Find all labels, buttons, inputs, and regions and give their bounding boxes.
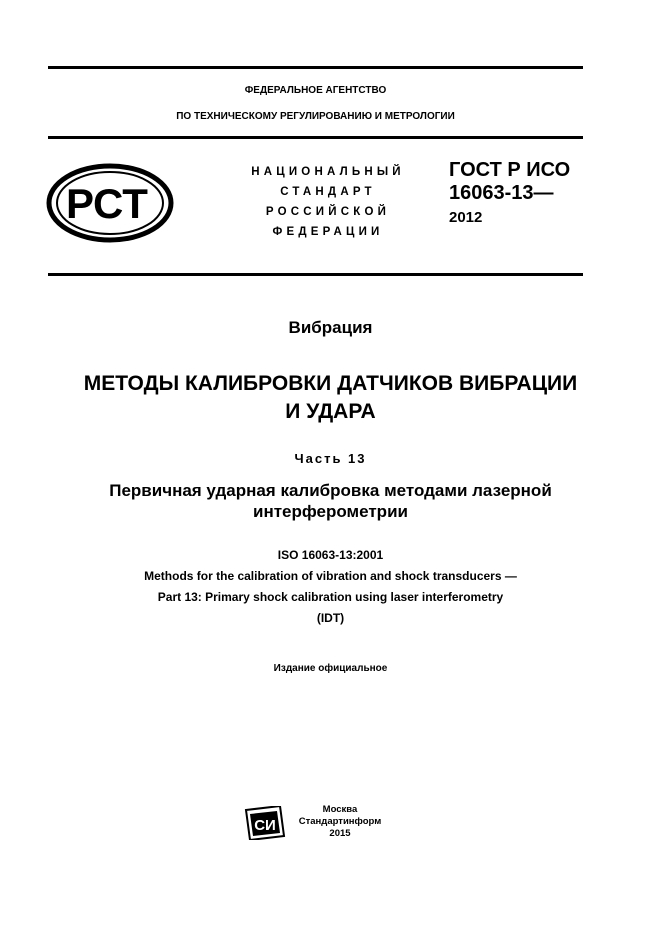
designation-line-2: 16063-13—	[449, 182, 554, 204]
publisher-block	[290, 804, 390, 840]
national-line-4: ФЕДЕРАЦИИ	[272, 226, 384, 238]
top-rule	[48, 66, 583, 69]
national-line-2: СТАНДАРТ	[280, 186, 376, 198]
edition-label: Издание официальное	[273, 663, 388, 674]
designation-line-3: 2012	[449, 209, 483, 226]
middle-rule	[48, 136, 583, 139]
iso-number: ISO 16063-13:2001	[277, 548, 384, 562]
rst-logo-text: РСТ	[66, 180, 148, 227]
iso-title-line-1: Methods for the calibration of vibration and shock transducers —	[144, 569, 517, 583]
iso-title-line-2: Part 13: Primary shock calibration using laser interferometry	[157, 590, 504, 604]
publisher-year: 2015	[329, 828, 351, 839]
designation-line-1: ГОСТ Р ИСО	[449, 159, 571, 181]
subtitle-line-2: интерферометрии	[253, 502, 408, 521]
main-title-line-2: И УДАРА	[285, 400, 376, 423]
publisher-logo-text: СИ	[254, 817, 276, 834]
group-title: Вибрация	[288, 318, 373, 337]
national-line-3: РОССИЙСКОЙ	[265, 206, 391, 218]
national-line-1: НАЦИОНАЛЬНЫЙ	[251, 166, 405, 178]
main-title-line-1: МЕТОДЫ КАЛИБРОВКИ ДАТЧИКОВ ВИБРАЦИИ	[83, 372, 578, 395]
standartinform-logo-icon	[244, 806, 286, 840]
publisher-city: Москва	[322, 804, 358, 815]
subtitle-line-1: Первичная ударная калибровка методами лазерной	[109, 481, 552, 500]
iso-idt: (IDT)	[316, 611, 345, 625]
agency-line-2: ПО ТЕХНИЧЕСКОМУ РЕГУЛИРОВАНИЮ И МЕТРОЛОГИИ	[176, 111, 455, 122]
agency-line-1: ФЕДЕРАЛЬНОЕ АГЕНТСТВО	[244, 85, 387, 96]
part-label: Часть 13	[294, 451, 367, 466]
bottom-rule	[48, 273, 583, 276]
publisher-name: Стандартинформ	[298, 816, 382, 827]
rst-emblem-icon	[46, 163, 174, 243]
